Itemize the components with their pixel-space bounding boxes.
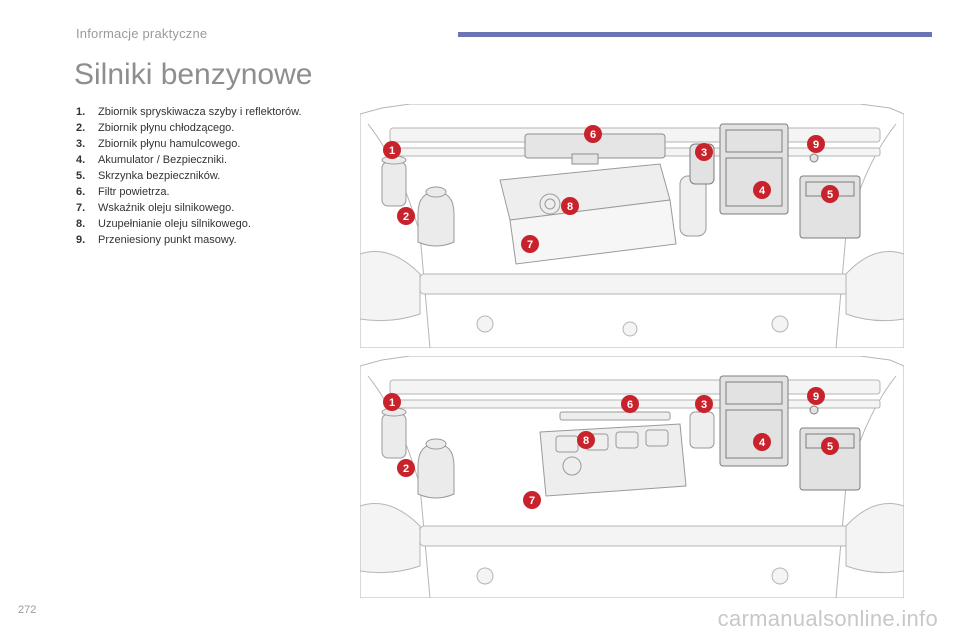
legend-item xyxy=(76,184,346,200)
svg-text:8: 8 xyxy=(582,435,590,447)
svg-text:9: 9 xyxy=(812,139,820,151)
legend-number: 4. xyxy=(76,154,86,166)
marker-7 xyxy=(521,235,539,253)
svg-text:1: 1 xyxy=(388,145,396,157)
svg-text:4: 4 xyxy=(758,185,766,197)
svg-text:2: 2 xyxy=(402,463,410,475)
marker-4 xyxy=(753,433,771,451)
legend-item xyxy=(76,168,346,184)
marker-8 xyxy=(561,197,579,215)
legend-text: Przeniesiony punkt masowy. xyxy=(98,234,237,246)
legend-list xyxy=(76,104,346,248)
legend-text: Akumulator / Bezpieczniki. xyxy=(98,154,227,166)
legend-item xyxy=(76,120,346,136)
legend-text: Zbiornik spryskiwacza szyby i reflektorów. xyxy=(98,106,302,118)
legend-number: 8. xyxy=(76,218,86,230)
legend-number: 5. xyxy=(76,170,86,182)
marker-6 xyxy=(584,125,602,143)
legend-text: Skrzynka bezpieczników. xyxy=(98,170,221,182)
marker-3 xyxy=(695,143,713,161)
legend-text: Wskaźnik oleju silnikowego. xyxy=(98,202,235,214)
svg-text:9: 9 xyxy=(812,391,820,403)
svg-text:5: 5 xyxy=(826,189,834,201)
svg-text:3: 3 xyxy=(700,147,708,159)
marker-5 xyxy=(821,437,839,455)
legend-item xyxy=(76,232,346,248)
marker-9 xyxy=(807,135,825,153)
header-accent-bar xyxy=(458,32,932,37)
svg-text:6: 6 xyxy=(589,129,597,141)
legend-item xyxy=(76,200,346,216)
svg-text:5: 5 xyxy=(826,441,834,453)
marker-8 xyxy=(577,431,595,449)
marker-3 xyxy=(695,395,713,413)
marker-9 xyxy=(807,387,825,405)
legend-item xyxy=(76,216,346,232)
svg-text:7: 7 xyxy=(526,239,534,251)
marker-2 xyxy=(397,459,415,477)
svg-text:1: 1 xyxy=(388,397,396,409)
legend-text: Zbiornik płynu hamulcowego. xyxy=(98,138,241,150)
legend-item xyxy=(76,152,346,168)
marker-4 xyxy=(753,181,771,199)
marker-1 xyxy=(383,393,401,411)
page-number: 272 xyxy=(18,604,37,616)
marker-1 xyxy=(383,141,401,159)
svg-text:4: 4 xyxy=(758,437,766,449)
svg-text:6: 6 xyxy=(626,399,634,411)
marker-2 xyxy=(397,207,415,225)
legend-text: Uzupełnianie oleju silnikowego. xyxy=(98,218,251,230)
legend-item xyxy=(76,136,346,152)
legend-number: 1. xyxy=(76,106,86,118)
legend-number: 3. xyxy=(76,138,86,150)
svg-text:7: 7 xyxy=(528,495,536,507)
legend-number: 2. xyxy=(76,122,86,134)
marker-6 xyxy=(621,395,639,413)
engine-bay-diagram-top xyxy=(360,104,904,348)
legend-number: 7. xyxy=(76,202,86,214)
engine-bay-diagram-bottom xyxy=(360,356,904,598)
legend-number: 6. xyxy=(76,186,86,198)
legend-item xyxy=(76,104,346,120)
page-title: Silniki benzynowe xyxy=(74,58,313,91)
legend-text: Filtr powietrza. xyxy=(98,186,170,198)
marker-5 xyxy=(821,185,839,203)
legend-number: 9. xyxy=(76,234,86,246)
svg-text:2: 2 xyxy=(402,211,410,223)
watermark: carmanualsonline.info xyxy=(717,606,938,631)
svg-text:8: 8 xyxy=(566,201,574,213)
marker-7 xyxy=(523,491,541,509)
svg-text:3: 3 xyxy=(700,399,708,411)
header-section-title: Informacje praktyczne xyxy=(76,26,208,41)
legend-text: Zbiornik płynu chłodzącego. xyxy=(98,122,235,134)
